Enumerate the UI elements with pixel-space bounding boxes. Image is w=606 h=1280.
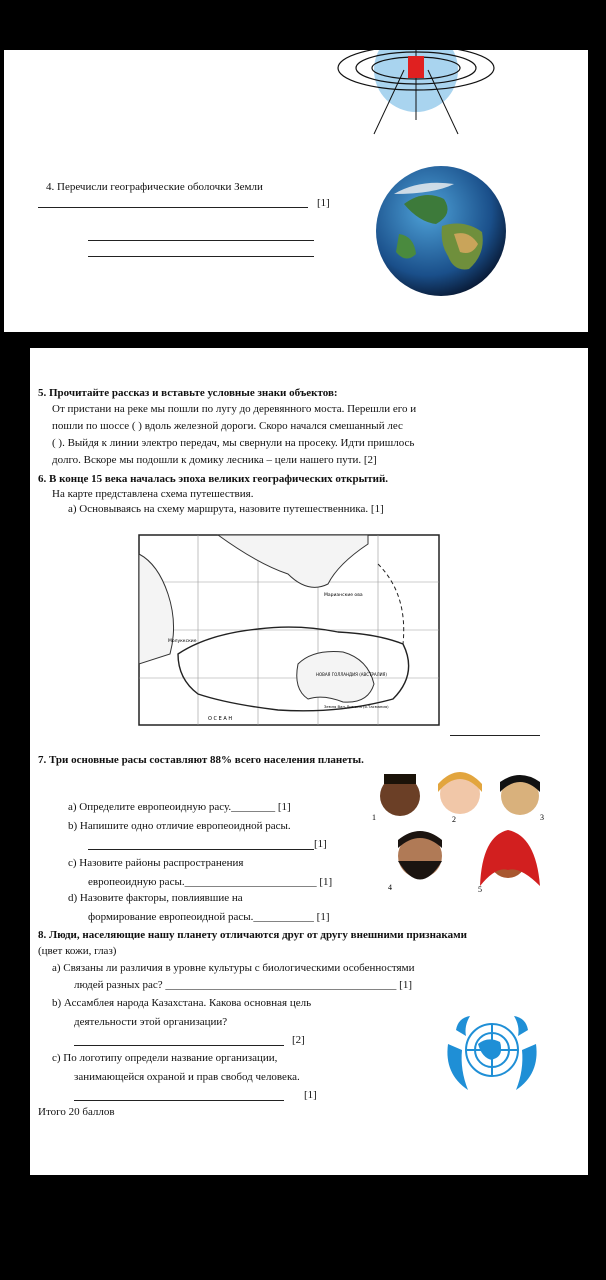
q7-a: a) Определите европеоидную расу.________ [1] bbox=[68, 801, 291, 813]
map-label: О С Е А Н bbox=[208, 716, 233, 722]
q5-text-line: От пристани на реке мы пошли по лугу до деревянного моста. Перешли его и bbox=[52, 403, 417, 415]
q6-a: а) Основываясь на схему маршрута, назовите путешественника. [1] bbox=[68, 503, 384, 515]
map-label: Марианские ова bbox=[324, 593, 363, 598]
answer-line bbox=[88, 849, 314, 850]
q5-text-line: пошли по шоссе ( ) вдоль железной дороги. Скоро начался смешанный лес bbox=[52, 420, 403, 432]
q7-c: европеоидную расы.________________________ [1] bbox=[88, 876, 333, 888]
face-number: 2 bbox=[452, 815, 456, 824]
answer-line bbox=[88, 256, 314, 257]
q8-c: занимающейся охраной и прав свобод человека. bbox=[74, 1071, 300, 1083]
question-8-title: 8. Люди, населяющие нашу планету отличаются друг от другу внешними признаками bbox=[38, 929, 467, 941]
total-score: Итого 20 баллов bbox=[38, 1106, 115, 1118]
question-4: 4. Перечисли географические оболочки Земли bbox=[46, 181, 263, 193]
question-5-title: 5. Прочитайте рассказ и вставьте условные знаки объектов: bbox=[38, 387, 338, 399]
q7-c: c) Назовите районы распространения bbox=[68, 857, 244, 869]
answer-line bbox=[38, 207, 308, 208]
answer-line bbox=[450, 735, 540, 736]
map-label: Молуккские bbox=[168, 639, 197, 644]
q8-a: а) Связаны ли различия в уровне культуры с биологическими особенностями bbox=[52, 962, 415, 974]
answer-line bbox=[74, 1045, 284, 1046]
q7-b: b) Напишите одно отличие европеоидной расы. bbox=[68, 820, 291, 832]
q5-text-line: ( ). Выйдя к линии электро передач, мы свернули на просеку. Идти пришлось bbox=[52, 437, 415, 449]
q6-line: На карте представлена схема путешествия. bbox=[52, 488, 254, 500]
face-number: 5 bbox=[478, 885, 482, 894]
question-6-title: 6. В конце 15 века началась эпоха великих географических открытий. bbox=[38, 473, 389, 485]
map-label: НОВАЯ ГОЛЛАНДИЯ (АВСТРАЛИЯ) bbox=[316, 672, 387, 677]
question-7-title: 7. Три основные расы составляют 88% всего населения планеты. bbox=[38, 754, 364, 766]
race-faces-image bbox=[370, 766, 552, 896]
q8-title-2: (цвет кожи, глаз) bbox=[38, 945, 117, 957]
q4-mark: [1] bbox=[317, 197, 330, 209]
q8-b: b) Ассамблея народа Казахстана. Какова основная цель bbox=[52, 997, 312, 1009]
q5-text-line: долго. Вскоре мы подошли к домику лесника – цели нашего пути. [2] bbox=[52, 454, 377, 466]
map-label: Земля Ван-Димена (о.Тасмания) bbox=[324, 704, 389, 709]
q8-b: деятельности этой организации? bbox=[74, 1016, 228, 1028]
magnetic-field-illustration bbox=[334, 50, 504, 136]
face-number: 1 bbox=[372, 813, 376, 822]
q7-d: формирование европеоидной расы.___________ [1] bbox=[88, 911, 330, 923]
face-number: 3 bbox=[540, 813, 544, 822]
q7-d: d) Назовите факторы, повлиявшие на bbox=[68, 892, 243, 904]
worksheet-page-2 bbox=[30, 348, 588, 1175]
earth-globe-image bbox=[374, 164, 508, 298]
answer-line bbox=[74, 1100, 284, 1101]
voyage-route-map bbox=[138, 534, 440, 726]
q7-b-mark: [1] bbox=[314, 838, 327, 850]
q8-b-mark: [2] bbox=[292, 1034, 305, 1046]
q8-c: c) По логотипу определи название организации, bbox=[52, 1052, 278, 1064]
worksheet-page-1 bbox=[4, 50, 588, 332]
united-nations-logo bbox=[438, 1004, 546, 1100]
face-number: 4 bbox=[388, 883, 392, 892]
q8-a: людей разных рас? __________________________________________ [1] bbox=[74, 979, 412, 991]
q8-c-mark: [1] bbox=[304, 1089, 317, 1101]
answer-line bbox=[88, 240, 314, 241]
